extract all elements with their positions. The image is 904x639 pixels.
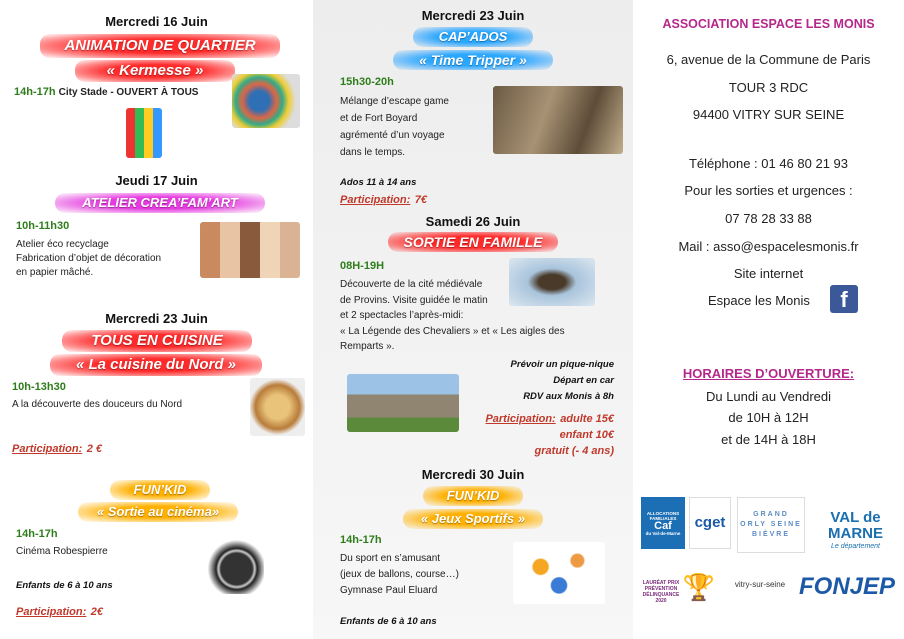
event-date: Mercredi 23 Juin <box>421 8 525 23</box>
cinema-clapper-image <box>192 528 264 594</box>
column-left <box>0 0 313 639</box>
participation-label: Participation: <box>340 194 411 206</box>
address-line: 6, avenue de la Commune de Paris <box>666 52 871 67</box>
event-time: 14h-17h <box>14 86 56 98</box>
eagles-image <box>509 258 595 306</box>
description-line: Atelier éco recyclage <box>16 239 109 250</box>
description-line: Gymnase Paul Eluard <box>340 585 438 596</box>
event-description <box>16 238 161 280</box>
crumble-image <box>250 378 305 436</box>
event-tag: TOUS EN CUISINE <box>62 330 252 352</box>
val-de-marne-text: VAL de MARNE <box>828 508 883 542</box>
description-line: et de Fort Boyard <box>340 113 418 124</box>
event-place: City Stade - OUVERT À TOUS <box>58 87 199 98</box>
event-description: Cinéma Robespierre <box>16 546 108 557</box>
kermesse-cans-image <box>126 108 162 158</box>
event-description <box>340 551 459 599</box>
laureat-logo: LAURÉAT PRIX PRÉVENTION DÉLINQUANCE 2020 <box>637 566 685 608</box>
event-description <box>340 93 449 161</box>
event-ages: Ados 11 à 14 ans <box>340 177 417 188</box>
event-subtag: « La cuisine du Nord » <box>50 354 262 376</box>
phone: Téléphone : 01 46 80 21 93 <box>688 156 849 171</box>
caf-logo <box>641 497 685 549</box>
kermesse-image <box>232 74 300 128</box>
event-tag: FUN’KID <box>423 486 523 506</box>
event-date: Jeudi 17 Juin <box>115 173 198 188</box>
description-line: Découverte de la cité médiévale <box>340 279 483 290</box>
val-de-marne-sub: Le département <box>830 542 881 550</box>
event-time: 14h-17h <box>340 534 382 546</box>
event-subtag: « Sortie au cinéma» <box>78 502 238 522</box>
association-title: ASSOCIATION ESPACE LES MONIS <box>662 17 875 31</box>
description-line: de Provins. Visite guidée le matin <box>340 294 488 306</box>
event-ages: Enfants de 6 à 10 ans <box>16 580 113 591</box>
website-name[interactable]: Espace les Monis <box>708 293 810 308</box>
description-line: Du sport en s’amusant <box>340 553 441 564</box>
event-subtag: « Time Tripper » <box>393 50 553 70</box>
event-date: Mercredi 30 Juin <box>421 467 525 482</box>
description-line: Mélange d’escape game <box>340 96 449 107</box>
note-line: RDV aux Monis à 8h <box>523 391 614 402</box>
caf-logo-top: ALLOCATIONS FAMILIALES <box>646 510 680 521</box>
caf-logo-text: Caf <box>654 519 672 532</box>
cget-logo: cget <box>689 497 731 549</box>
event-subtag: « Jeux Sportifs » <box>403 509 543 529</box>
trophy-icon: 🏆 <box>681 568 717 606</box>
participation-label: Participation: <box>12 443 83 455</box>
event-description: A la découverte des douceurs du Nord <box>12 399 183 410</box>
event-date: Mercredi 16 Juin <box>105 14 208 29</box>
description-line: en papier mâché. <box>16 267 94 278</box>
participation-price: adulte 15€ <box>560 413 614 425</box>
participation <box>313 410 614 459</box>
opening-hours-title: HORAIRES D’OUVERTURE: <box>682 366 855 381</box>
val-de-marne-logo <box>813 506 898 554</box>
description-line: Remparts ». <box>340 341 395 352</box>
urgency-phone: 07 78 28 33 88 <box>725 211 812 226</box>
urgency-label: Pour les sorties et urgences : <box>684 183 853 198</box>
faces-image <box>200 222 300 278</box>
column-right <box>633 0 904 639</box>
description-line: « La Légende des Chevaliers » et « Les aigles des <box>340 325 565 337</box>
event-ages: Enfants de 6 à 10 ans <box>340 616 437 627</box>
grand-orly-logo: GRAND ORLY SEINE BIÈVRE <box>737 497 805 553</box>
participation <box>340 190 427 208</box>
event-tag: FUN’KID <box>110 480 210 500</box>
event-tag: CAP’ADOS <box>413 27 533 47</box>
description-line: agrémenté d’un voyage <box>340 130 445 141</box>
facebook-icon[interactable]: f <box>830 285 858 313</box>
description-line: dans le temps. <box>340 147 406 158</box>
event-subtag: « Kermesse » <box>75 60 235 82</box>
participation-price: enfant 10€ <box>559 429 614 441</box>
participation-price: gratuit (- 4 ans) <box>534 445 614 457</box>
hours-line: Du Lundi au Vendredi <box>705 389 832 404</box>
escape-game-image <box>493 86 623 154</box>
participation-label: Participation: <box>485 413 556 425</box>
email: Mail : asso@espacelesmonis.fr <box>678 239 859 254</box>
event-time: 14h-17h <box>16 528 58 540</box>
address-line: 94400 VITRY SUR SEINE <box>692 107 845 122</box>
participation-price: 2 € <box>86 443 103 455</box>
hours-line: et de 14H à 18H <box>721 432 816 447</box>
participation <box>16 602 103 620</box>
column-middle <box>313 0 633 639</box>
event-time-place <box>14 86 198 98</box>
caf-logo-sub: du Val-de-Marne <box>645 530 681 536</box>
participation-price: 2€ <box>90 606 103 618</box>
event-tag: SORTIE EN FAMILLE <box>388 232 558 252</box>
participation <box>12 439 102 457</box>
event-time: 10h-11h30 <box>16 220 70 232</box>
event-date: Samedi 26 Juin <box>425 214 521 229</box>
note-line: Prévoir un pique-nique <box>510 359 614 370</box>
description-line: Fabrication d’objet de décoration <box>16 253 162 264</box>
event-time: 10h-13h30 <box>12 381 66 393</box>
description-line: (jeux de ballons, course…) <box>340 569 459 580</box>
event-time: 08H-19H <box>340 260 385 272</box>
hours-line: de 10H à 12H <box>728 410 809 425</box>
sports-image <box>513 542 605 604</box>
vitry-logo: vitry-sur-seine <box>734 580 786 589</box>
description-line: et 2 spectacles l’après-midi: <box>340 310 464 321</box>
participation-label: Participation: <box>16 606 87 618</box>
event-tag: ATELIER CREA’FAM’ART <box>55 193 265 213</box>
event-tag: ANIMATION DE QUARTIER <box>40 34 280 58</box>
event-date: Mercredi 23 Juin <box>105 311 208 326</box>
website-label: Site internet <box>733 266 804 281</box>
participation-price: 7€ <box>414 194 427 206</box>
event-time: 15h30-20h <box>340 76 394 88</box>
note-line: Départ en car <box>553 375 614 386</box>
address-line: TOUR 3 RDC <box>728 80 809 95</box>
fonjep-logo: FONJEP <box>798 573 896 600</box>
